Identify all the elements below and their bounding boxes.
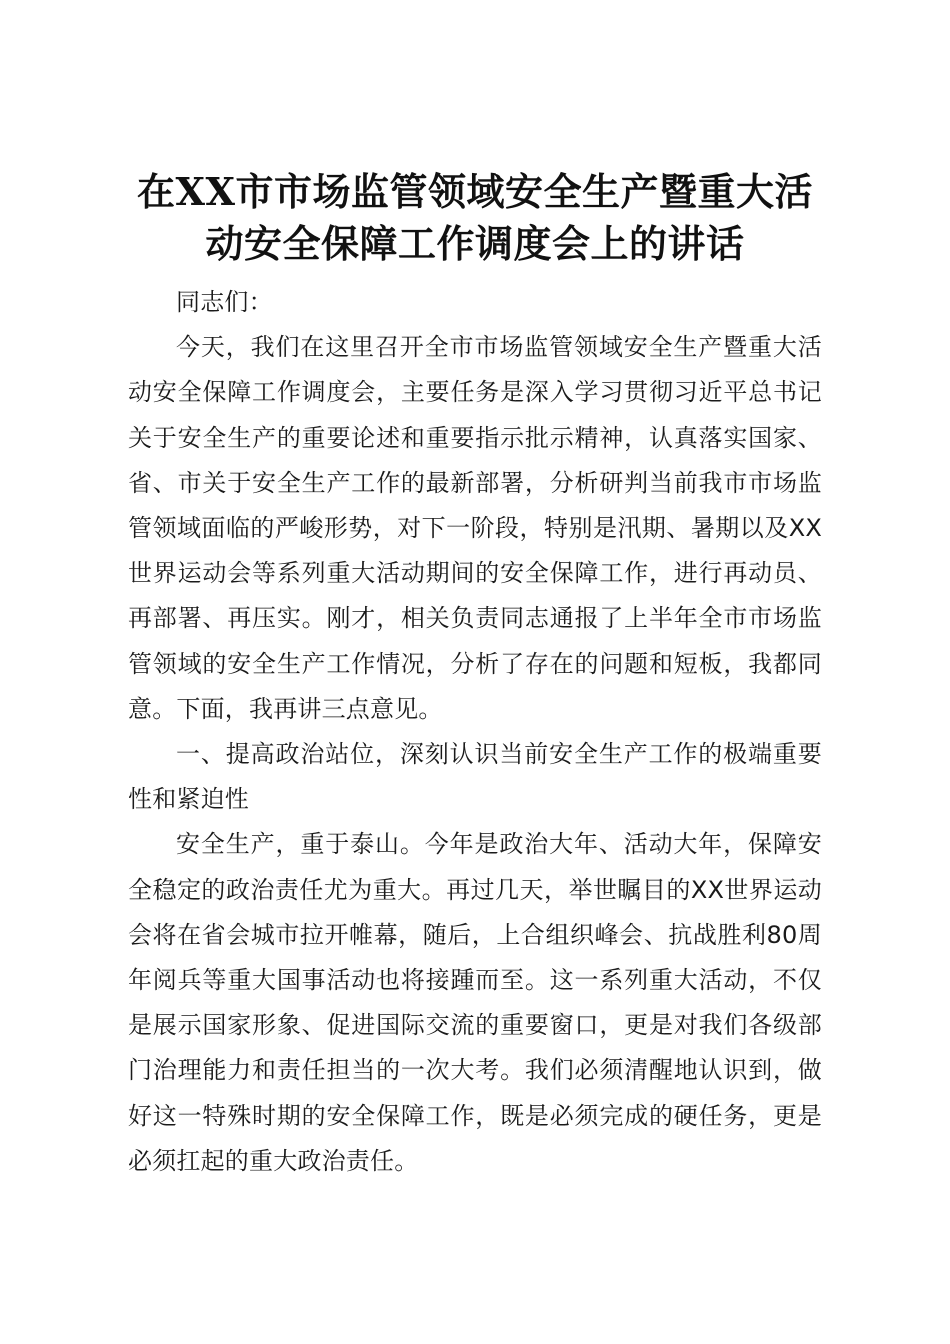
paragraph-safety: 安全生产，重于泰山。今年是政治大年、活动大年，保障安全稳定的政治责任尤为重大。再过几天，举世瞩目的XX世界运动会将在省会城市拉开帷幕，随后，上合组织峰会、抗战胜利80周年阅兵等重大国事活动也将接踵而至。这一系列重大活动，不仅是展示国家形象、促进国际交流的重要窗口，更是对我们各级部门治理能力和责任担当的一次大考。我们必须清醒地认识到，做好这一特殊时期的安全保障工作，既是必须完成的硬任务，更是必须扛起的重大政治责任。 [128,830,822,1175]
salutation: 同志们： [176,288,273,316]
section-heading-1: 一、提高政治站位，深刻认识当前安全生产工作的极端重要性和紧迫性 [128,740,822,814]
speech-title: 在XX市市场监管领域安全生产暨重大活动安全保障工作调度会上的讲话 [137,169,813,266]
speech-body [128,280,822,1184]
paragraph-opening: 今天，我们在这里召开全市市场监管领域安全生产暨重大活动安全保障工作调度会，主要任务是深入学习贯彻习近平总书记关于安全生产的重要论述和重要指示批示精神，认真落实国家、省、市关于安全生产工作的最新部署，分析研判当前我市市场监管领域面临的严峻形势，对下一阶段，特别是汛期、暑期以及XX世界运动会等系列重大活动期间的安全保障工作，进行再动员、再部署、再压实。刚才，相关负责同志通报了上半年全市市场监管领域的安全生产工作情况，分析了存在的问题和短板，我都同意。下面，我再讲三点意见。 [128,333,822,723]
